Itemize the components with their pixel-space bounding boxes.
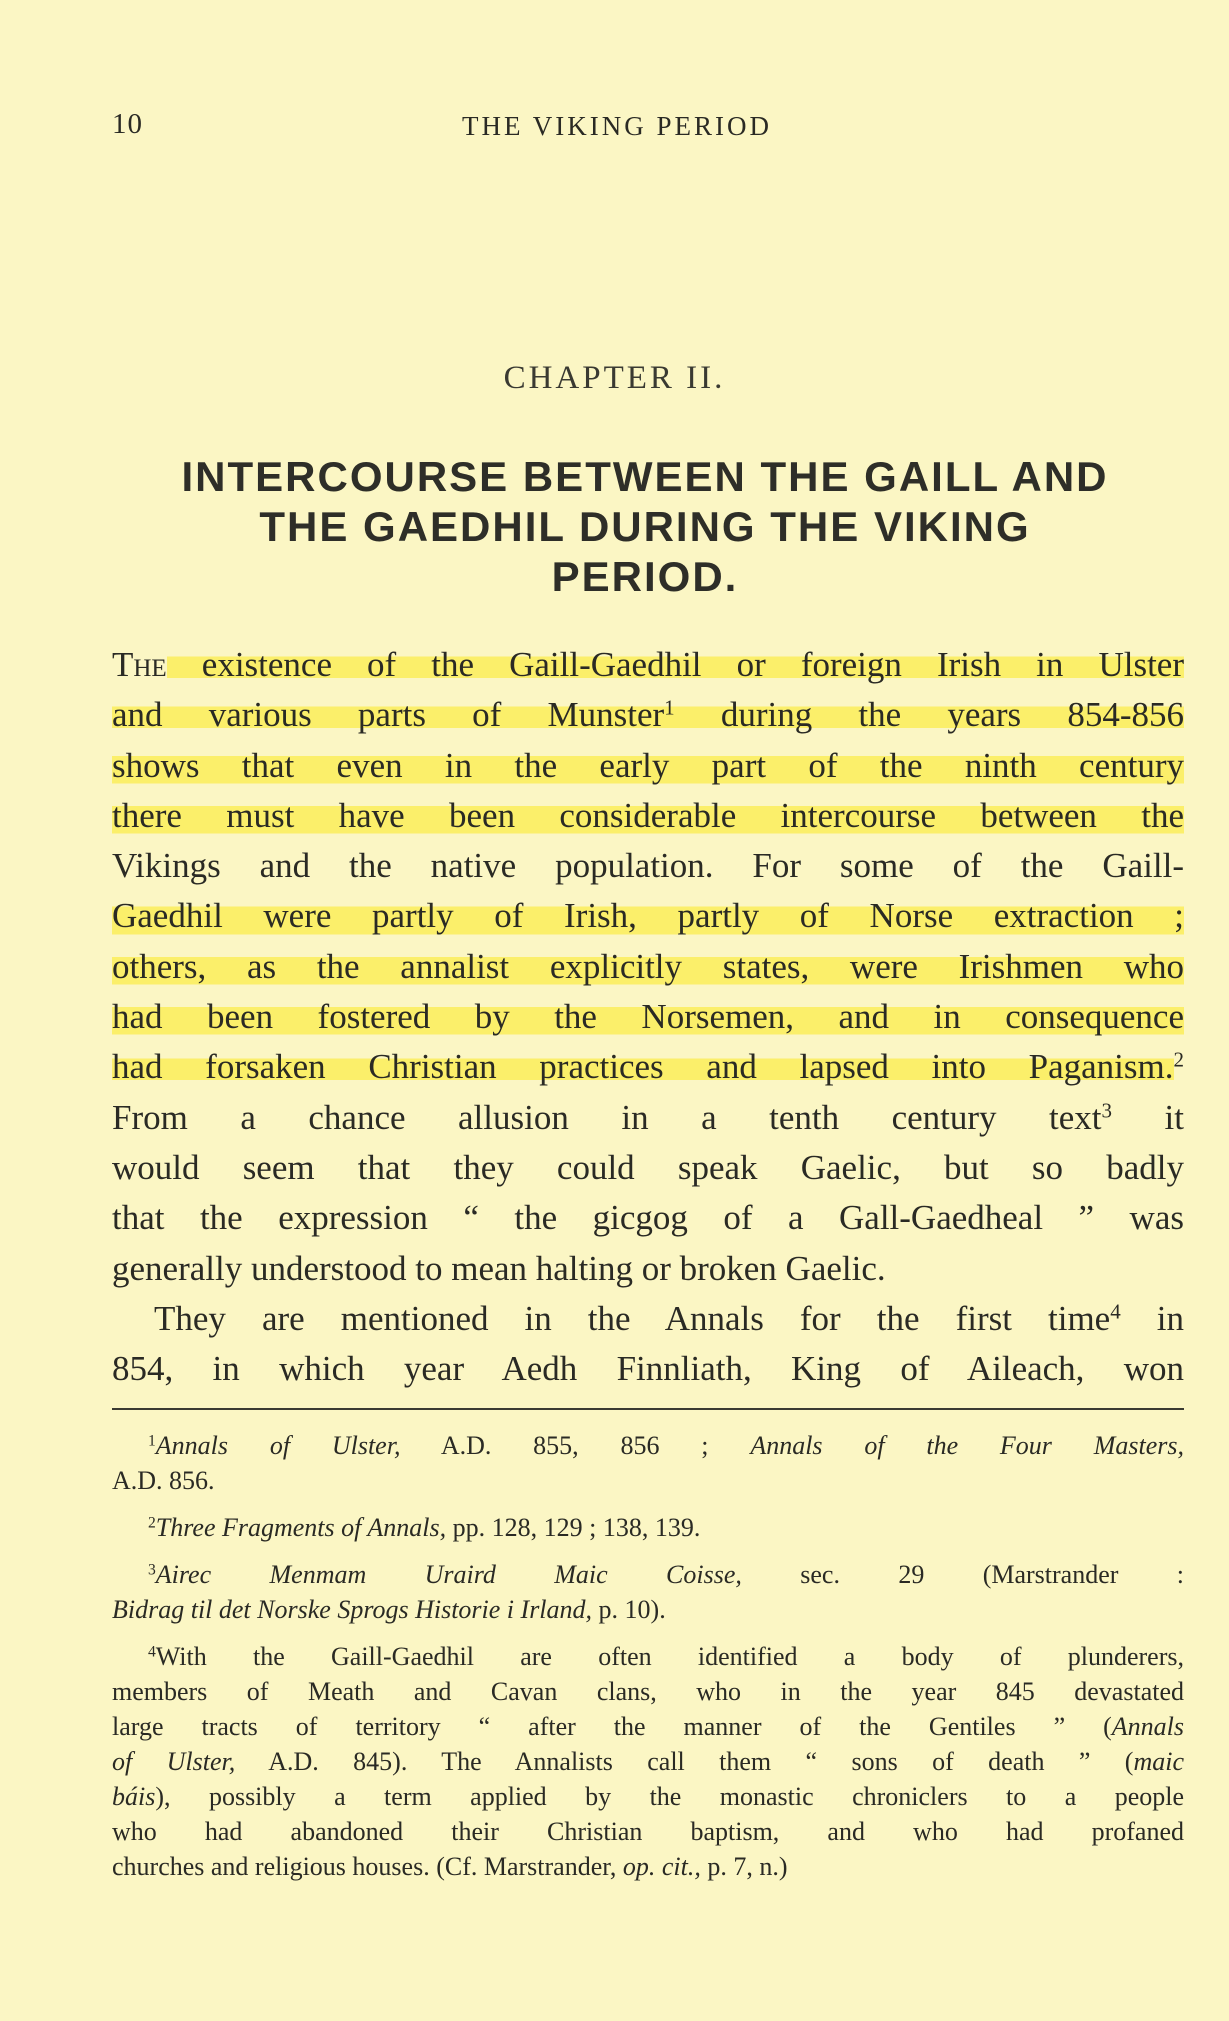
footnote-mark: 4 [148,1643,156,1661]
text-line: generally understood to mean halting or broken Gaelic. [112,1248,886,1288]
highlighted-text: existence of the Gaill-Gaedhil or foreign Irish in Ulster [166,645,1184,684]
footnote-2: $^2$Three Fragments of Annals, pp. 128, 129 ; 138, 139. [148,1513,701,1542]
chapter-title-line: THE GAEDHIL DURING THE VIKING [259,503,1031,550]
footnotes [112,1428,1184,1896]
footnote-ref: 4 [1110,1299,1121,1324]
footnote-ref: 2 [1173,1047,1184,1072]
text-line: had been fostered by the Norsemen, and in consequence [112,992,1184,1042]
text-line: there must have been considerable intercourse between the [112,791,1184,841]
text-line: would seem that they could speak Gaelic, but so badly [112,1147,1184,1187]
running-head [112,108,1182,148]
chapter-title [110,452,1180,602]
text-line: 854, in which year Aedh Finnliath, King of Aileach, won [112,1349,1184,1389]
text-line: They are mentioned in the Annals for the first time$^4$ in [154,1298,1184,1338]
footnote-4: $^4$With the Gaill-Gaedhil are often identified a body of plunderers, members of Meath and Cavan clans, who in the year 845 devastated large tracts of territory “ after the manner of the Gentiles ” (Annals of Ulster, A.D. 845). The Annalists call them “ sons of death ” (maic báis), possibly a term applied by the monastic chroniclers to a people who had abandoned their Christian baptism, and who had profaned churches and religious houses. (Cf. Marstrander, op. cit., p. 7, n.) [112,1642,1185,1881]
text-line: From a chance allusion in a tenth century text$^3$ it [112,1097,1184,1137]
text-line: Vikings and the native population. For some of the Gaill- [112,846,1184,886]
opening-word: The [112,645,167,684]
footnote-ref: 3 [1101,1098,1113,1123]
text-line: shows that even in the early part of the ninth century [112,741,1184,791]
footnote-3: $^3$Airec Menmam Uraird Maic Coisse, sec. 29 (Marstrander : Bidrag til det Norske Sprogs Historie i Irland, p. 10). [112,1560,1184,1624]
body-text [112,640,1184,1394]
text-line [112,690,1184,740]
footnote-ref: 1 [664,695,675,720]
running-title: THE VIKING PERIOD [462,111,772,141]
highlighted-text: and various parts of Munster$^1$ during the years 854-856 [112,695,1184,735]
chapter-title-line: INTERCOURSE BETWEEN THE GAILL AND [181,453,1109,500]
footnote-mark: 1 [148,1432,156,1450]
text-line: that the expression “ the gicgog of a Gall-Gaedheal ” was [112,1198,1184,1238]
text-line: Gaedhil were partly of Irish, partly of Norse extraction ; [112,891,1184,941]
chapter-label: CHAPTER II. [503,360,726,396]
footnote-1: $^1$Annals of Ulster, A.D. 855, 856 ; Annals of the Four Masters, A.D. 856. [112,1431,1184,1495]
page-number: 10 [112,108,143,140]
text-line: others, as the annalist explicitly states, were Irishmen who [112,942,1184,992]
footnote-divider [112,1408,1184,1410]
footnote-mark: 3 [148,1561,156,1579]
chapter-title-line: PERIOD. [551,553,739,600]
text-line [112,1042,1184,1092]
footnote-mark: 2 [148,1514,156,1532]
highlighted-text: had forsaken Christian practices and lapsed into Paganism. [112,1047,1174,1087]
text-line [112,640,1184,690]
